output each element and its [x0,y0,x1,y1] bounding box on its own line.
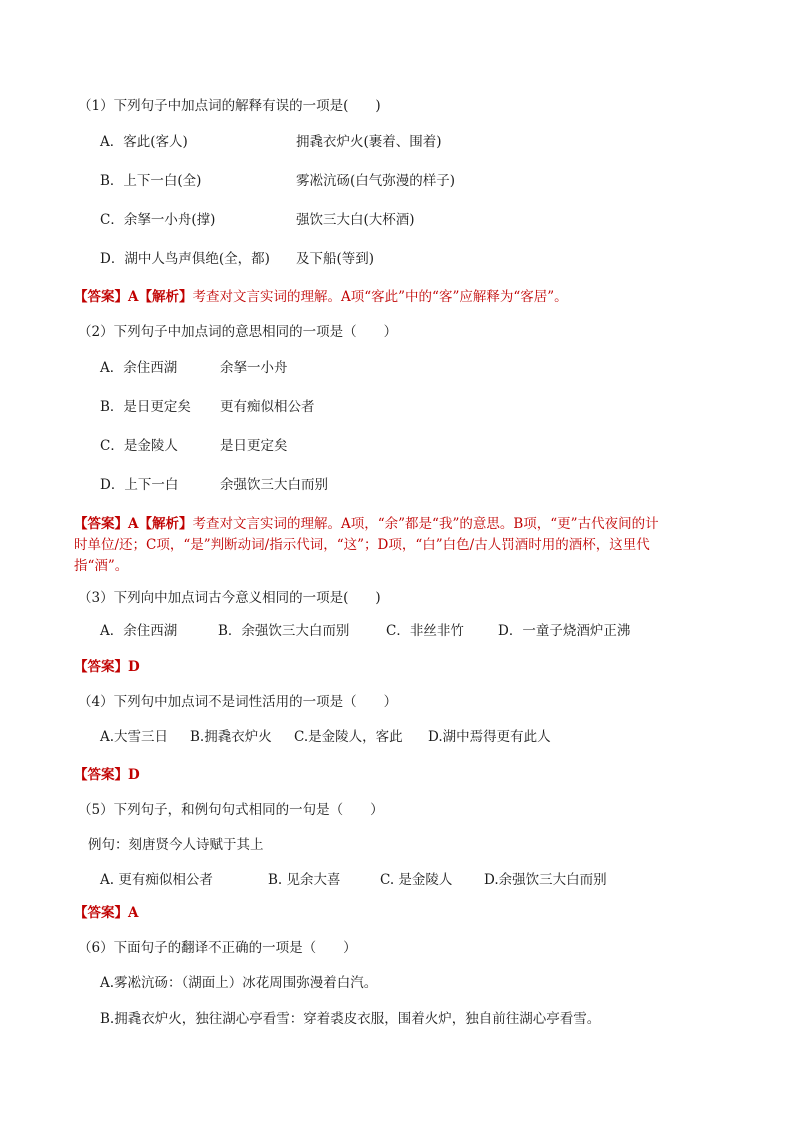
q4-option-d: D.湖中焉得更有此人 [428,729,551,745]
q2-answer [74,514,724,577]
q1-option-a-second: 拥毳衣炉火(裹着、围着) [296,134,442,150]
q1-option-d: D．湖中人鸟声俱绝(全，都) [100,251,270,267]
q2-option-b: B．是日更定矣 [100,399,191,415]
q2-option-d-second: 余强饮三大白而别 [220,477,328,493]
q5-option-a: A. 更有痴似相公者 [100,872,213,888]
q4-option-a: A.大雪三日 [100,729,169,745]
q5-option-c: C. 是金陵人 [380,872,453,888]
q2-option-d: D．上下一白 [100,477,179,493]
question-6-stem: （6）下面句子的翻译不正确的一项是（ ） [78,940,357,956]
question-3-stem: （3）下列向中加点词古今意义相同的一项是( ) [78,590,381,606]
q1-option-a: A．客此(客人) [100,134,188,150]
q5-example: 例句：刻唐贤今人诗赋于其上 [88,837,264,853]
q5-answer: 【答案】A [74,905,139,921]
q1-option-b: B．上下一白(全) [100,173,202,189]
q1-option-b-second: 雾凇沆砀(白气弥漫的样子) [296,173,456,189]
question-5-stem: （5）下列句子，和例句句式相同的一句是（ ） [78,802,384,818]
question-2-stem: （2）下列句子中加点词的意思相同的一项是（ ） [78,324,398,340]
q5-option-b: B. 见余大喜 [268,872,341,888]
q3-option-b: B．余强饮三大白而别 [218,623,350,639]
q2-option-b-second: 更有痴似相公者 [220,399,315,415]
q5-option-d: D.余强饮三大白而别 [484,872,607,888]
q4-option-b: B.拥毳衣炉火 [190,729,272,745]
q3-option-d: D．一童子烧酒炉正沸 [498,623,631,639]
q2-option-c: C．是金陵人 [100,438,178,454]
q6-option-a: A.雾凇沆砀：（湖面上）冰花周围弥漫着白汽。 [100,975,378,991]
q2-option-a-second: 余拏一小舟 [220,360,288,376]
q4-answer: 【答案】D [74,767,140,783]
answer-analysis-line-1: 考查对文言实词的理解。A项，“余”都是“我”的意思。B项，“更”古代夜间的计 [192,516,659,532]
q1-answer [74,287,724,308]
answer-analysis: 考查对文言实词的理解。A项“客此”中的“客”应解释为“客居”。 [192,289,568,305]
answer-tag: 【答案】A【解析】 [74,516,193,532]
q3-answer: 【答案】D [74,659,140,675]
answer-analysis-line-3: 指“酒”。 [74,558,129,574]
question-4-stem: （4）下列句中加点词不是词性活用的一项是（ ） [78,694,398,710]
q2-option-c-second: 是日更定矣 [220,438,288,454]
answer-analysis-line-2: 时单位/还；C项，“是”判断动词/指示代词，“这”；D项，“白”白色/古人罚酒时用的酒杯，这里代 [74,537,650,553]
answer-tag: 【答案】A【解析】 [74,289,193,305]
q1-option-c-second: 强饮三大白(大杯酒) [296,212,415,228]
q6-option-b: B.拥毳衣炉火，独往湖心亭看雪：穿着裘皮衣服，围着火炉，独自前往湖心亭看雪。 [100,1011,601,1027]
q3-option-a: A．余住西湖 [100,623,178,639]
q3-option-c: C．非丝非竹 [386,623,464,639]
q4-option-c: C.是金陵人，客此 [294,729,403,745]
q1-option-d-second: 及下船(等到) [296,251,375,267]
q2-option-a: A．余住西湖 [100,360,178,376]
question-1-stem: （1）下列句子中加点词的解释有误的一项是( ) [78,98,381,114]
q1-option-c: C．余拏一小舟(撑) [100,212,216,228]
